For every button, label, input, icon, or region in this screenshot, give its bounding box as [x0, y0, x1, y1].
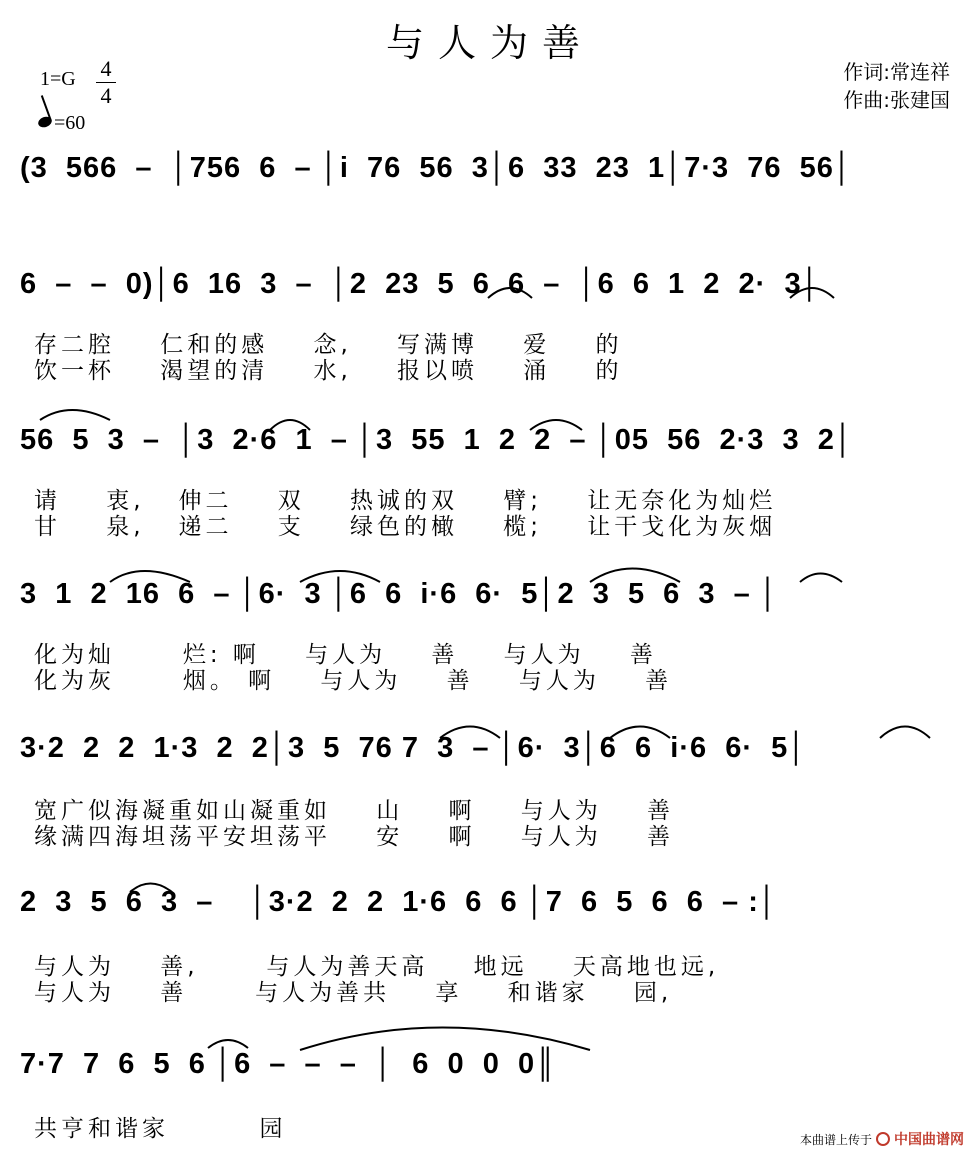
- slur-mark: [300, 1028, 590, 1051]
- notation-row-5: 3·2 2 2 1·3 2 2│3 5 76 7 3 – │6· 3│6 6 i·6 6· 5│: [20, 732, 808, 764]
- site-name[interactable]: 中国曲谱网: [894, 1132, 964, 1148]
- lyric-row-3a: 化为灿 烂: 啊 与人为 善 与人为 善: [34, 642, 657, 668]
- lyric-row-5a: 与人为 善, 与人为善天高 地远 天高地也远,: [34, 954, 720, 980]
- meter-top: 4: [100, 56, 112, 81]
- notation-row-6: 2 3 5 6 3 – │3·2 2 2 1·6 6 6 │7 6 5 6 6 – :│: [20, 886, 778, 918]
- notation-row-2: 6 – – 0)│6 16 3 – │2 23 5 6 6 – │6 6 1 2 2· 3│: [20, 268, 821, 300]
- slur-mark: [130, 884, 172, 893]
- key-signature: 1=G: [40, 68, 76, 90]
- lyric-row-1a: 存二腔 仁和的感 念, 写满博 爱 的: [34, 332, 623, 358]
- lyric-row-2b: 甘 泉, 递二 支 绿色的橄 榄; 让干戈化为灰烟: [34, 514, 777, 540]
- site-logo-icon: [876, 1132, 890, 1146]
- notation-row-3: 56 5 3 – │3 2·6 1 – │3 55 1 2 2 – │05 56 2·3 3 2│: [20, 424, 854, 456]
- slur-mark: [590, 569, 680, 583]
- upload-text: 本曲谱上传于: [799, 1132, 872, 1147]
- meter-bottom: 4: [100, 83, 112, 108]
- slur-mark: [440, 727, 500, 739]
- notation-row-1: (3 566 – │756 6 – │i 76 56 3│6 33 23 1│7·3 76 56│: [20, 152, 854, 184]
- tempo-value: =60: [54, 112, 86, 134]
- lyric-row-4a: 宽广似海凝重如山凝重如 山 啊 与人为 善: [34, 798, 674, 824]
- slur-mark: [208, 1040, 248, 1048]
- lyric-row-6: 共亨和谐家 园: [34, 1116, 287, 1142]
- slur-mark: [610, 727, 670, 739]
- slur-mark: [270, 420, 310, 430]
- footer-credit: [800, 1129, 964, 1149]
- slur-mark: [530, 420, 582, 430]
- slur-mark: [110, 571, 190, 582]
- composer: 作曲:张建国: [843, 88, 950, 112]
- lyricist: 作词:常连祥: [843, 60, 950, 84]
- slur-mark: [300, 571, 380, 582]
- slur-mark: [880, 727, 930, 739]
- slur-mark: [790, 288, 834, 298]
- song-title: 与人为善: [385, 21, 594, 65]
- slur-mark: [40, 410, 110, 420]
- slur-mark: [800, 574, 842, 583]
- lyric-row-2a: 请 衷, 伸二 双 热诚的双 臂; 让无奈化为灿烂: [34, 488, 777, 514]
- slur-mark: [488, 288, 532, 298]
- notation-row-7: 7·7 7 6 5 6 │6 – – – │ 6 0 0 0║: [20, 1048, 557, 1080]
- lyric-row-5b: 与人为 善 与人为善共 享 和谐家 园,: [34, 980, 673, 1006]
- lyric-row-1b: 饮一杯 渴望的清 水, 报以喷 涌 的: [34, 358, 623, 384]
- lyric-row-4b: 缘满四海坦荡平安坦荡平 安 啊 与人为 善: [34, 824, 674, 850]
- lyric-row-3b: 化为灰 烟。 啊 与人为 善 与人为 善: [34, 668, 673, 694]
- notation-row-4: 3 1 2 16 6 – │6· 3 │6 6 i·6 6· 5│2 3 5 6 3 – │: [20, 578, 779, 610]
